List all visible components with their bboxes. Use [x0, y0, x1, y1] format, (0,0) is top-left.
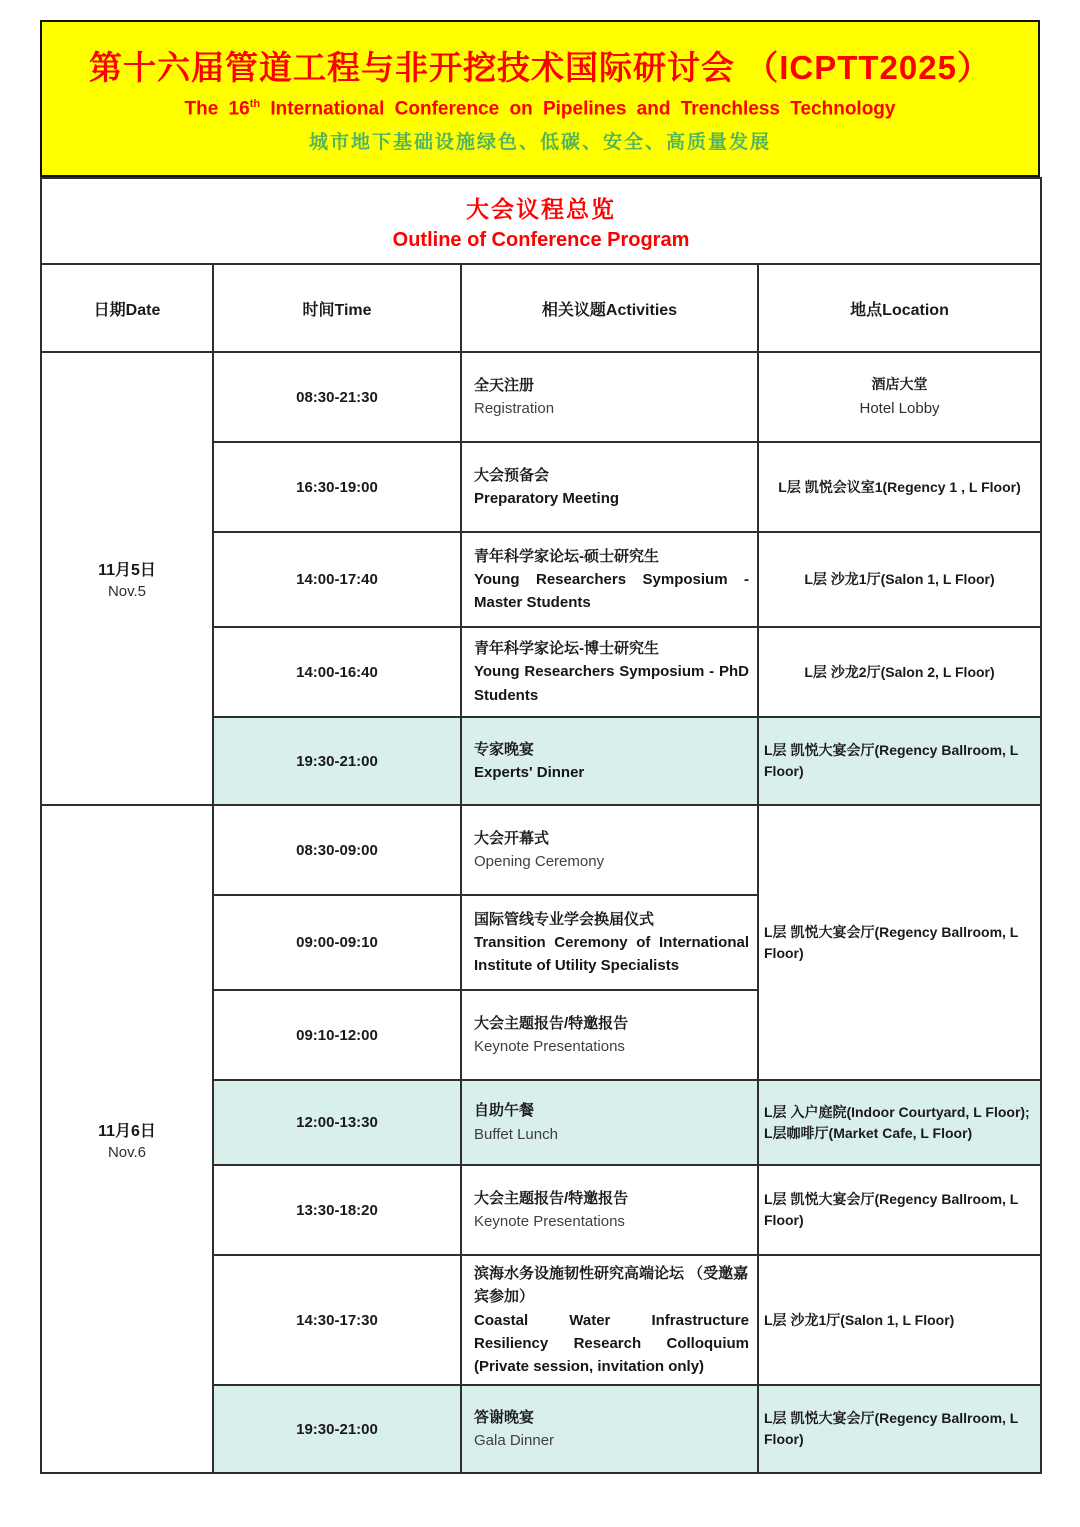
- outline-title-cell: [41, 178, 1041, 264]
- date-en: Nov.6: [107, 1143, 147, 1161]
- activity-cell: [461, 352, 758, 442]
- activity-cell: [461, 627, 758, 717]
- activity-cell: [461, 1385, 758, 1473]
- activity-cell: [461, 532, 758, 627]
- activity-cn: 答谢晚宴: [474, 1409, 535, 1426]
- col-header-activities: 相关议题Activities: [461, 264, 758, 352]
- activity-cell: [461, 805, 758, 895]
- activity-en: Transition Ceremony of International Institute of Utility Specialists: [474, 933, 749, 975]
- location-cell: L层 凯悦大宴会厅(Regency Ballroom, L Floor): [758, 1165, 1041, 1255]
- date-cn: 11月5日: [98, 562, 156, 579]
- activity-cn: 全天注册: [474, 376, 535, 394]
- time-cell: 08:30-09:00: [213, 805, 461, 895]
- outline-title-cn: 大会议程总览: [466, 195, 617, 222]
- activity-cn: 滨海水务设施韧性研究高端论坛 （受邀嘉宾参加）: [474, 1265, 749, 1306]
- time-cell: 19:30-21:00: [213, 717, 461, 805]
- activity-cn: 青年科学家论坛-博士研究生: [474, 640, 659, 658]
- title-en-ordinal-sup: th: [249, 98, 261, 110]
- activity-cell: [461, 1080, 758, 1165]
- activity-en: Opening Ceremony: [474, 853, 605, 870]
- activity-cn: 专家晚宴: [474, 740, 535, 758]
- time-cell: 12:00-13:30: [213, 1080, 461, 1165]
- activity-en: Keynote Presentations: [474, 1038, 625, 1055]
- activity-en: Gala Dinner: [474, 1432, 555, 1450]
- outline-title-row: [41, 178, 1041, 264]
- title-en-prefix: The 16: [184, 98, 250, 120]
- table-row: [41, 805, 1041, 895]
- time-cell: 19:30-21:00: [213, 1385, 461, 1473]
- location-cell: [758, 352, 1041, 442]
- column-header-row: [41, 264, 1041, 352]
- location-cell-merged: L层 凯悦大宴会厅(Regency Ballroom, L Floor): [758, 805, 1041, 1080]
- location-cell: L层 沙龙1厅(Salon 1, L Floor): [758, 1255, 1041, 1385]
- time-cell: 09:10-12:00: [213, 990, 461, 1080]
- date-cell-nov6: [41, 805, 213, 1473]
- activity-cn: 青年科学家论坛-硕士研究生: [474, 547, 659, 565]
- activity-cell: [461, 990, 758, 1080]
- location-cell: L层 沙龙1厅(Salon 1, L Floor): [758, 532, 1041, 627]
- location-cell: L层 沙龙2厅(Salon 2, L Floor): [758, 627, 1041, 717]
- activity-en: Registration: [474, 400, 555, 417]
- activity-cell: [461, 1165, 758, 1255]
- program-table: [40, 177, 1042, 1474]
- location-en: Hotel Lobby: [859, 399, 940, 417]
- time-cell: 13:30-18:20: [213, 1165, 461, 1255]
- activity-cell: [461, 442, 758, 532]
- date-cell-nov5: [41, 352, 213, 805]
- activity-cn: 大会预备会: [474, 466, 550, 484]
- activity-en: Buffet Lunch: [474, 1125, 558, 1143]
- activity-en: Keynote Presentations: [474, 1213, 625, 1230]
- activity-en: Experts' Dinner: [474, 764, 585, 781]
- location-line-2: L层咖啡厅(Market Cafe, L Floor): [764, 1124, 973, 1141]
- title-en-rest: International Conference on Pipelines and Trenchless Technology: [260, 98, 896, 120]
- activity-cn: 自助午餐: [474, 1102, 535, 1120]
- conference-title-cn: 第十六届管道工程与非开挖技术国际研讨会 （ICPTT2025）: [89, 49, 991, 86]
- table-row: [41, 352, 1041, 442]
- activity-cell: [461, 1255, 758, 1385]
- conference-banner: [40, 20, 1040, 177]
- activity-en: Preparatory Meeting: [474, 490, 620, 507]
- activity-cn: 国际管线专业学会换届仪式: [474, 910, 655, 928]
- location-cell: L层 凯悦大宴会厅(Regency Ballroom, L Floor): [758, 1385, 1041, 1473]
- time-cell: 08:30-21:30: [213, 352, 461, 442]
- activity-en: Young Researchers Symposium - Master Students: [474, 570, 749, 612]
- time-cell: 14:30-17:30: [213, 1255, 461, 1385]
- location-cell: L层 凯悦会议室1(Regency 1 , L Floor): [758, 442, 1041, 532]
- location-cell: L层 凯悦大宴会厅(Regency Ballroom, L Floor): [758, 717, 1041, 805]
- activity-cell: [461, 895, 758, 990]
- outline-title-en: Outline of Conference Program: [392, 228, 690, 251]
- time-cell: 16:30-19:00: [213, 442, 461, 532]
- activity-cn: 大会开幕式: [474, 829, 550, 847]
- activity-en: Coastal Water Infrastructure Resiliency Research Colloquium (Private session, invitation only): [474, 1311, 749, 1375]
- activity-cell: [461, 717, 758, 805]
- activity-cn: 大会主题报告/特邀报告: [474, 1189, 629, 1207]
- activity-cn: 大会主题报告/特邀报告: [474, 1014, 629, 1032]
- location-line-1: L层 入户庭院(Indoor Courtyard, L Floor);: [764, 1103, 1030, 1120]
- location-cn: 酒店大堂: [871, 375, 928, 392]
- conference-title-en: [42, 98, 1038, 120]
- col-header-location: 地点Location: [758, 264, 1041, 352]
- time-cell: 09:00-09:10: [213, 895, 461, 990]
- date-cn: 11月6日: [98, 1122, 156, 1140]
- conference-theme-cn: 城市地下基础设施绿色、低碳、安全、高质量发展: [308, 132, 771, 154]
- col-header-date: 日期Date: [41, 264, 213, 352]
- date-en: Nov.5: [107, 583, 147, 600]
- location-cell: [758, 1080, 1041, 1165]
- col-header-time: 时间Time: [213, 264, 461, 352]
- time-cell: 14:00-16:40: [213, 627, 461, 717]
- time-cell: 14:00-17:40: [213, 532, 461, 627]
- activity-en: Young Researchers Symposium - PhD Students: [474, 663, 749, 704]
